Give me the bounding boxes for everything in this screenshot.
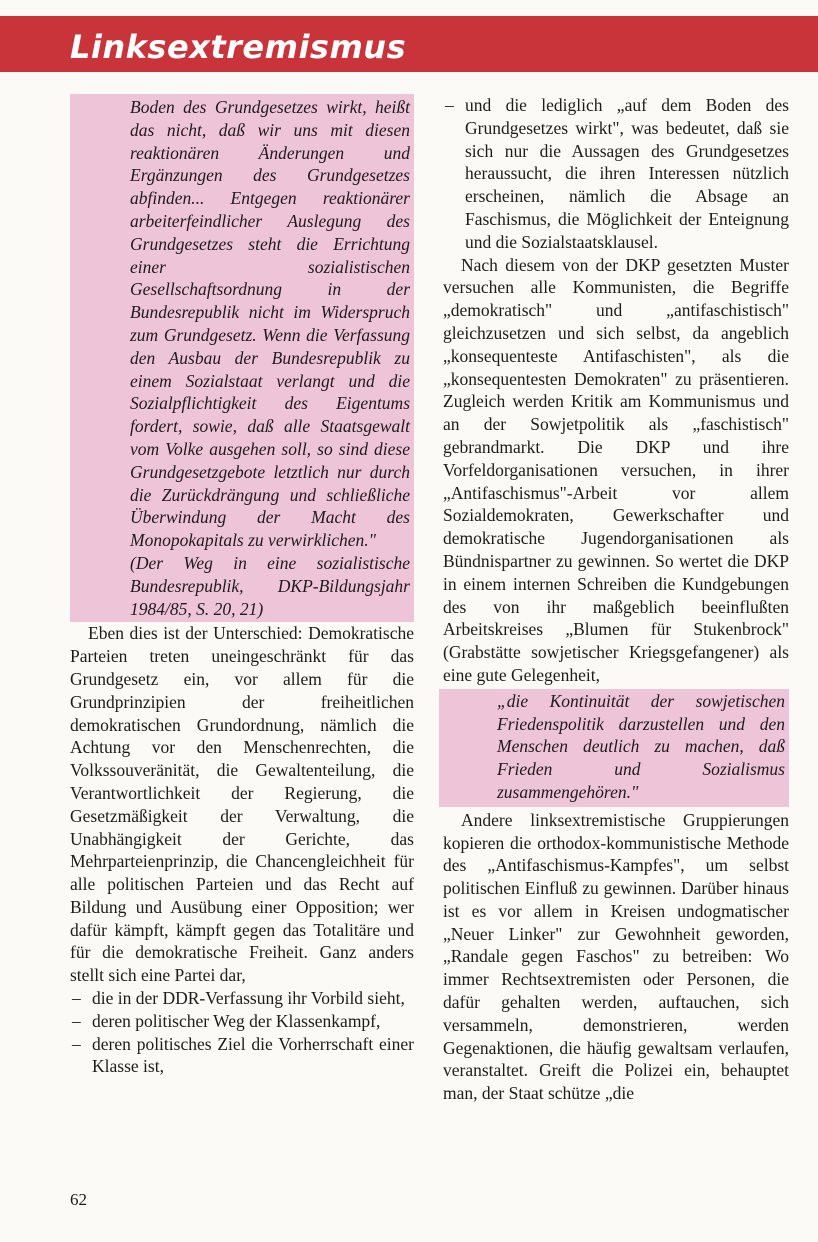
- right-column: [443, 94, 789, 1105]
- body-paragraph: Andere linksextremistische Gruppierungen kopieren die orthodox-kommunistische Methode des „Antifaschismus-Kampfes", um selbst politischen Einfluß zu gewinnen. Darüber hinaus ist es vor allem in Kreisen undogmatischer „Neuer Linker" zur Gewohnheit geworden, „Randale gegen Faschos" zu betreiben: Wo immer Rechtsextremisten oder Personen, die dafür gehalten werden, auftauchen, sich versammeln, demonstrieren, werden Gegenaktionen, die häufig gewaltsam verlaufen, veranstaltet. Greift die Polizei ein, behauptet man, der Staat schütze „die: [443, 809, 789, 1104]
- highlighted-quote: [439, 689, 789, 807]
- quote-source: (Der Weg in eine sozialistische Bundesrepublik, DKP-Bildungsjahr 1984/85, S. 20, 21): [130, 552, 410, 619]
- highlighted-quote: [70, 94, 414, 622]
- quote-text: [130, 96, 410, 620]
- page-number: 62: [70, 1190, 87, 1209]
- header-band: [0, 16, 818, 72]
- list-item: – deren politischer Weg der Klassenkampf,: [70, 1010, 414, 1033]
- list-item: – die in der DDR-Verfassung ihr Vorbild sieht,: [70, 987, 414, 1010]
- section-title: Linksextremismus: [70, 28, 407, 66]
- list-item: – deren politisches Ziel die Vorherrschaft einer Klasse ist,: [70, 1033, 414, 1079]
- quote-body: Boden des Grundgesetzes wirkt, heißt das nicht, daß wir uns mit diesen reaktionären Änderungen und Ergänzungen des Grundgesetzes abfinden... Entgegen reaktionärer arbeiterfeindlicher Auslegung des Grundgesetzes steht die Errichtung einer sozialistischen Gesellschaftsordnung in der Bundesrepublik nicht im Widerspruch zum Grundgesetz. Wenn die Verfassung den Ausbau der Bundesrepublik zu einem Sozialstaat verlangt und die Sozialpflichtigkeit des Eigentums fordert, sowie, daß alle Staatsgewalt vom Volke ausgehen soll, so sind diese Grundgesetzgebote letztlich nur durch die Zurückdrängung und schließliche Überwindung der Macht des Monopokapitals zu verwirklichen.": [130, 97, 410, 551]
- dash-list: [70, 987, 414, 1078]
- body-paragraph: Eben dies ist der Unterschied: Demokratische Parteien treten uneingeschränkt für das Grundgesetz ein, vor allem für die Grundprinzipien der freiheitlichen demokratischen Grundordnung, nämlich die Achtung vor den Menschenrechten, die Volkssouveränität, die Gewaltenteilung, die Verantwortlichkeit der Regierung, die Gesetzmäßigkeit der Verwaltung, die Unabhängigkeit der Gerichte, das Mehrparteienprinzip, die Chancengleichheit für alle politischen Parteien und das Recht auf Bildung und Ausübung einer Opposition; wer dafür kämpft, kämpft gegen das Totalitäre und für die demokratische Freiheit. Ganz anders stellt sich eine Partei dar,: [70, 623, 414, 986]
- list-item: – und die lediglich „auf dem Boden des Grundgesetzes wirkt", was bedeutet, daß sie sich nur die Aussagen des Grundgesetzes heraussucht, die ihren Interessen nützlich erscheinen, nämlich die Absage an Faschismus, die Möglichkeit der Enteignung und die Sozialstaatsklausel.: [443, 94, 789, 254]
- quote-text: „die Kontinuität der sowjetischen Friedenspolitik darzustellen und den Menschen deutlich zu machen, daß Frieden und Sozialismus zusammengehören.": [497, 690, 785, 802]
- dash-list-continued: [443, 94, 789, 254]
- body-paragraph: Nach diesem von der DKP gesetzten Muster versuchen alle Kommunisten, die Begriffe „demokratisch" und „antifaschistisch" gleichzusetzen und sich selbst, da angeblich „konsequenteste Antifaschisten", als die „konsequentesten Demokraten" zu präsentieren. Zugleich werden Kritik am Kommunismus und an der Sowjetpolitik als „faschistisch" gebrandmarkt. Die DKP und ihre Vorfeldorganisationen versuchen, in ihrer „Antifaschismus"-Arbeit vor allem Sozialdemokraten, Gewerkschafter und demokratische Jugendorganisationen als Bündnispartner zu gewinnen. So wertet die DKP in einem internen Schreiben die Kundgebungen des von ihr maßgeblich beeinflußten Arbeitskreises „Blumen für Stukenbrock" (Grabstätte sowjetischer Kriegsgefangener) als eine gute Gelegenheit,: [443, 254, 789, 685]
- left-column: [70, 94, 414, 1078]
